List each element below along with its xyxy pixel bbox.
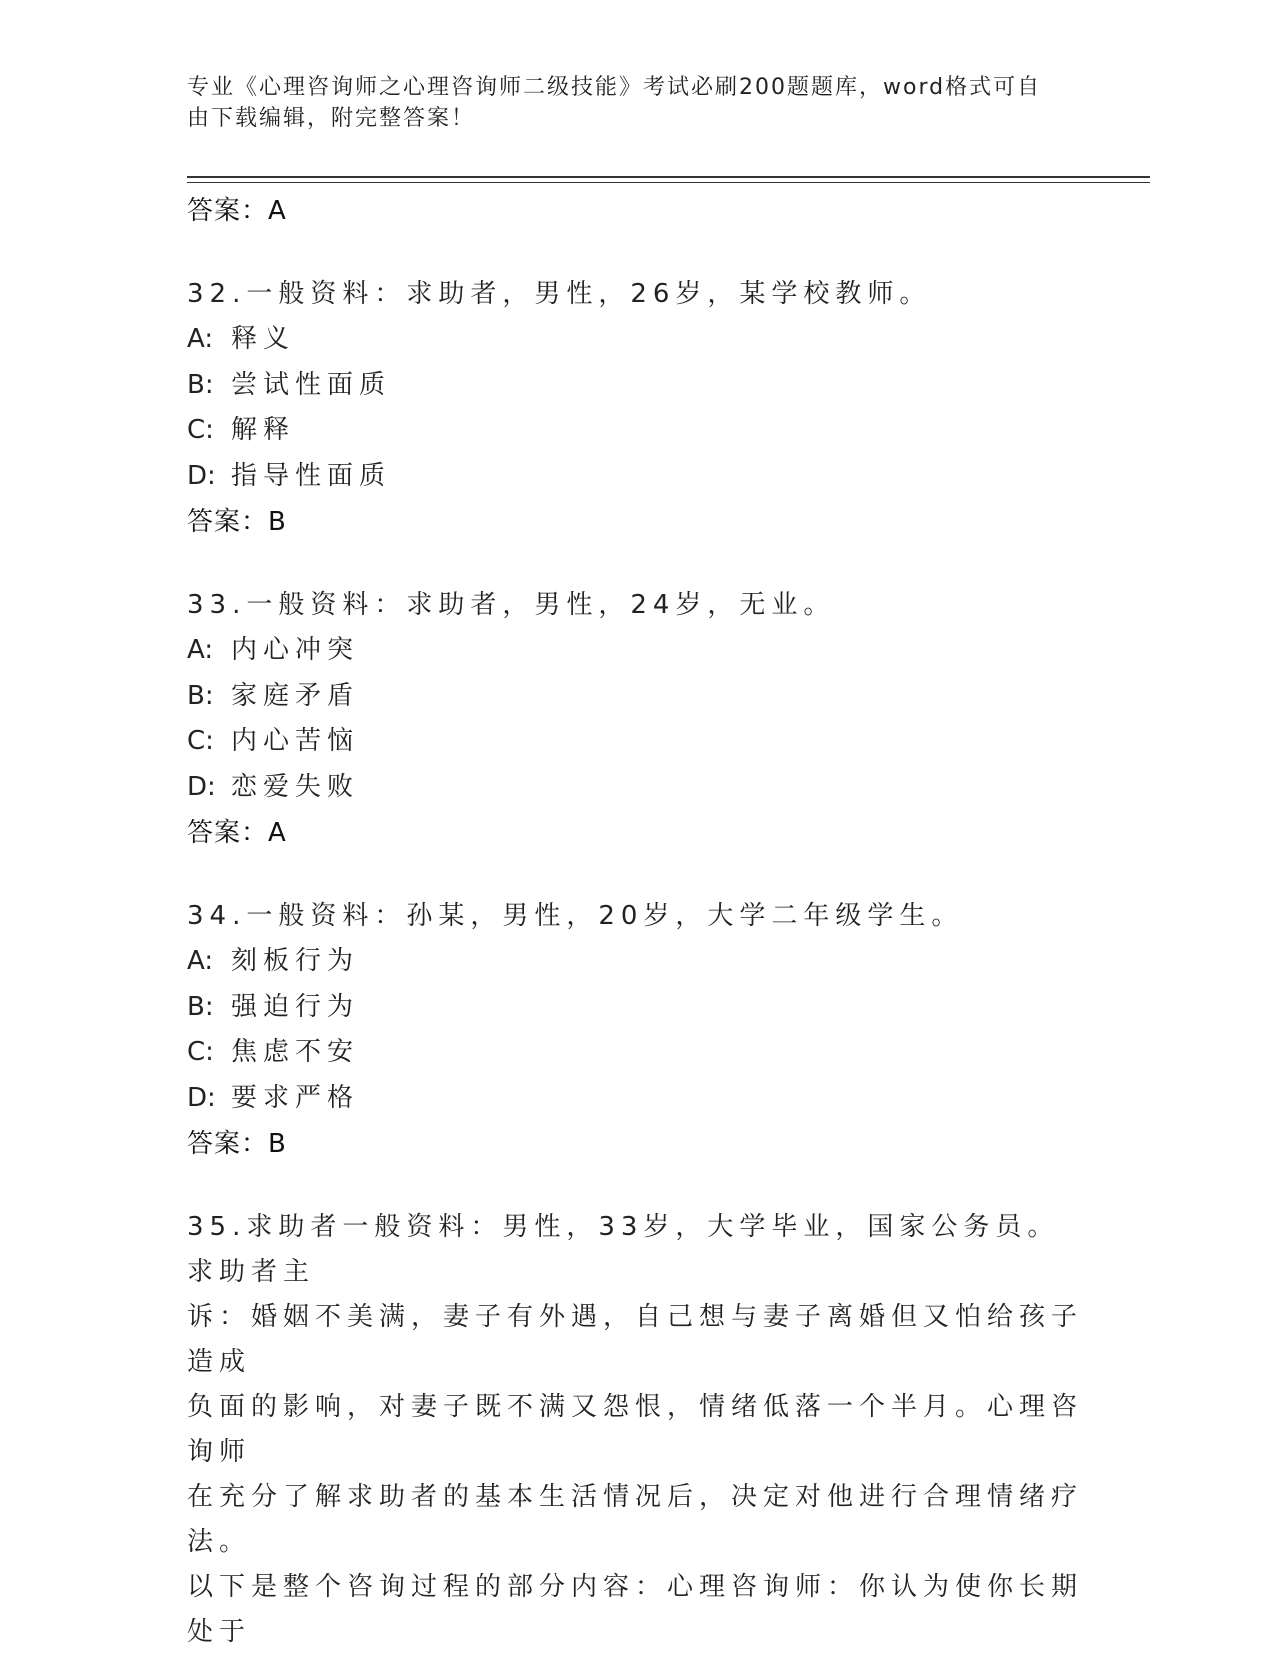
option-text: 解释 <box>231 415 296 445</box>
option-text: 释义 <box>231 324 296 354</box>
option-key: B: <box>187 991 214 1022</box>
option-key: D: <box>187 771 216 802</box>
option-key: A: <box>187 946 214 976</box>
question-list <box>187 188 1087 1655</box>
question-35-line-1: 35.求助者一般资料：男性，33岁，大学毕业，国家公务员。求助者主 <box>187 1212 1060 1287</box>
option-key: A: <box>187 635 214 665</box>
option-c <box>187 719 1087 765</box>
header-line-2: 由下载编辑，附完整答案！ <box>187 106 476 131</box>
header-line-1: 专业《心理咨询师之心理咨询师二级技能》考试必刷200题题库，word格式可自 <box>187 75 1042 100</box>
option-text: 强迫行为 <box>231 991 360 1022</box>
question-35-line-3: 负面的影响，对妻子既不满又怨恨，情绪低落一个半月。心理咨询师 <box>187 1392 1084 1467</box>
question-35-line-2: 诉：婚姻不美满，妻子有外遇，自己想与妻子离婚但又怕给孩子造成 <box>187 1302 1084 1377</box>
option-key: A: <box>187 324 214 354</box>
option-text: 刻板行为 <box>231 946 360 976</box>
answer-line: 答案：B <box>187 507 287 537</box>
header-divider-thin <box>187 182 1150 183</box>
option-c <box>187 1030 1087 1076</box>
question-block-34 <box>187 894 1087 1167</box>
option-key: B: <box>187 680 214 711</box>
question-block-33 <box>187 583 1087 856</box>
option-b <box>187 985 1087 1031</box>
document-header <box>187 72 1067 134</box>
question-block-32 <box>187 272 1087 545</box>
option-key: C: <box>187 726 214 756</box>
question-35-line-5: 以下是整个咨询过程的部分内容：心理咨询师：你认为使你长期处于 <box>187 1572 1084 1647</box>
question-stem: 33.一般资料：求助者，男性，24岁，无业。 <box>187 590 836 620</box>
option-text: 尝试性面质 <box>231 369 392 400</box>
header-divider-thick <box>187 176 1150 178</box>
question-block-35 <box>187 1205 1087 1655</box>
option-text: 指导性面质 <box>231 460 392 491</box>
option-d <box>187 765 1087 811</box>
option-d <box>187 1076 1087 1122</box>
option-key: D: <box>187 460 216 491</box>
question-stem: 34.一般资料：孙某，男性，20岁，大学二年级学生。 <box>187 901 964 931</box>
option-key: B: <box>187 369 214 400</box>
option-a <box>187 939 1087 985</box>
option-text: 内心冲突 <box>231 635 360 665</box>
option-key: D: <box>187 1082 216 1113</box>
question-stem: 32.一般资料：求助者，男性，26岁，某学校教师。 <box>187 279 932 309</box>
option-text: 焦虑不安 <box>231 1037 360 1067</box>
option-a <box>187 628 1087 674</box>
previous-answer: 答案：A <box>187 196 287 226</box>
option-b <box>187 363 1087 409</box>
option-a <box>187 317 1087 363</box>
option-d <box>187 454 1087 500</box>
option-text: 要求严格 <box>231 1082 360 1113</box>
option-b <box>187 674 1087 720</box>
option-text: 恋爱失败 <box>231 771 360 802</box>
question-35-line-4: 在充分了解求助者的基本生活情况后，决定对他进行合理情绪疗法。 <box>187 1482 1084 1557</box>
option-text: 家庭矛盾 <box>231 680 360 711</box>
option-c <box>187 408 1087 454</box>
option-text: 内心苦恼 <box>231 726 360 756</box>
answer-line: 答案：B <box>187 1129 287 1159</box>
option-key: C: <box>187 1037 214 1067</box>
answer-line: 答案：A <box>187 818 287 848</box>
option-key: C: <box>187 415 214 445</box>
